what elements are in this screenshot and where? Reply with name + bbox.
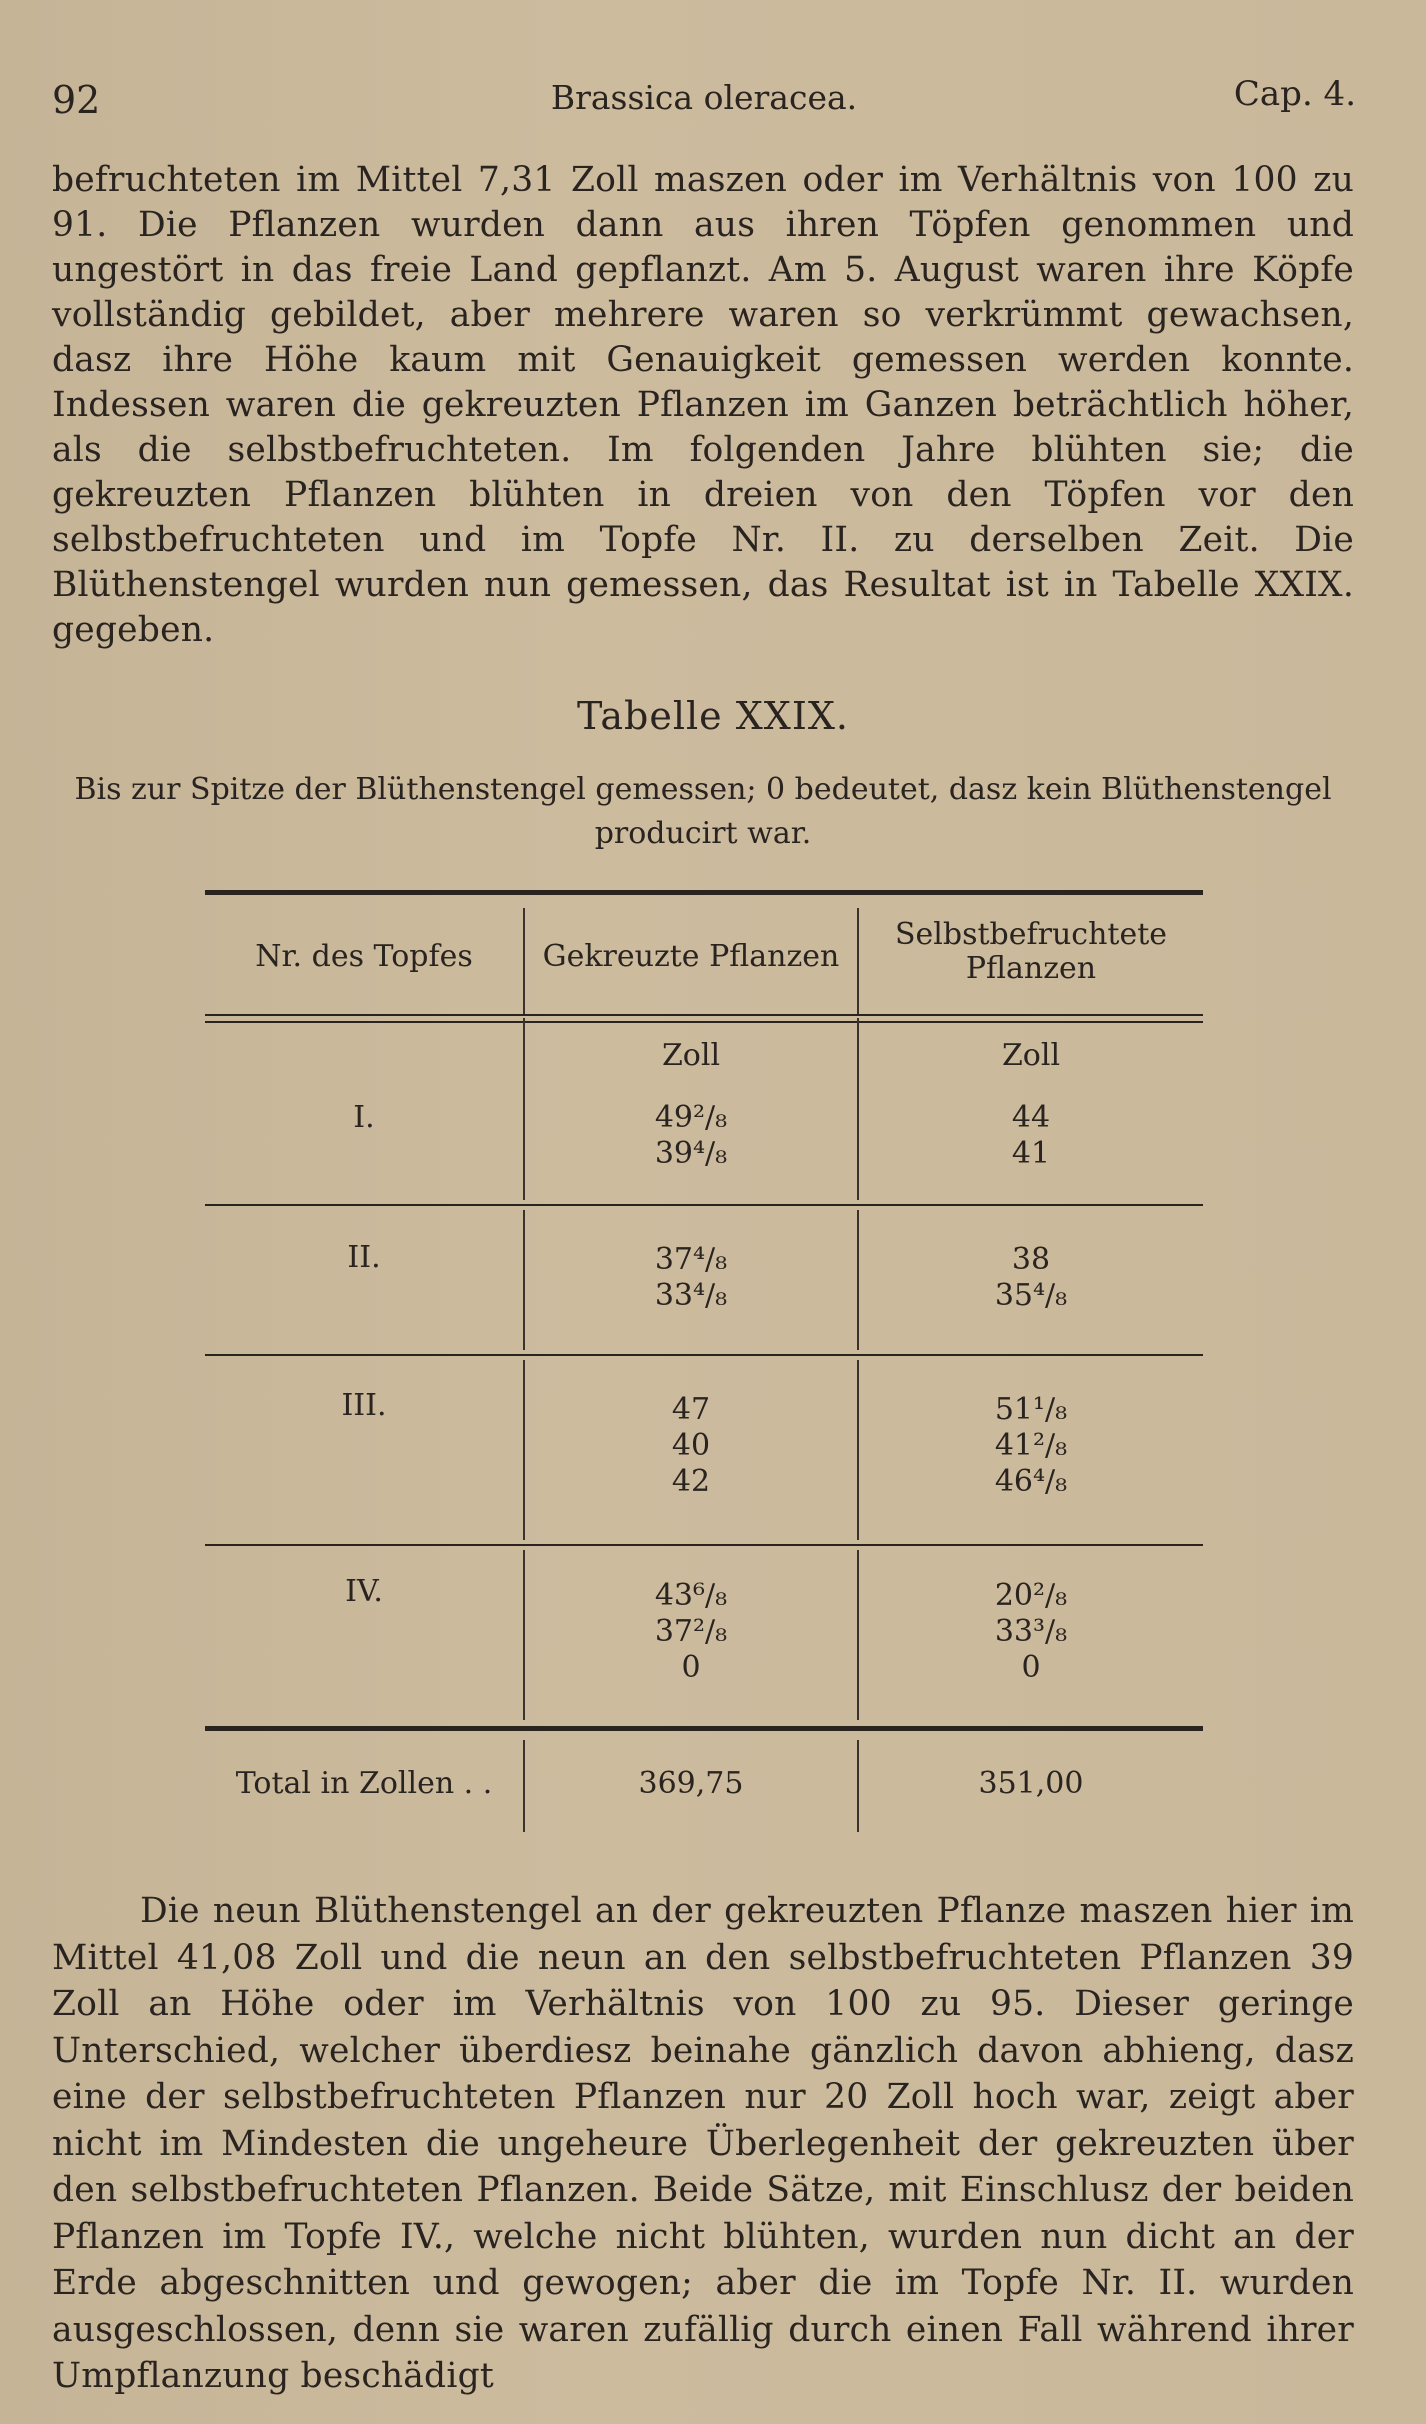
row-separator (205, 1204, 1203, 1206)
header-self-fertilised-plants: Selbstbefruchtete Pflanzen (894, 917, 1168, 986)
table-cell: 43⁶/₈ (654, 1578, 728, 1613)
table-cell: 37⁴/₈ (654, 1242, 728, 1277)
table-caption: Bis zur Spitze der Blüthenstengel gemessen; 0 bedeutet, dasz kein Blüthenstengel producirt war. (74, 772, 1332, 851)
table-cell: 37²/₈ (654, 1614, 728, 1649)
self-values (859, 1242, 1203, 1314)
total-self: 351,00 (978, 1766, 1084, 1801)
table-cell: 33³/₈ (994, 1614, 1068, 1649)
pot-label: I. (353, 1100, 375, 1135)
table-cell: 33⁴/₈ (654, 1278, 728, 1313)
table-cell: 46⁴/₈ (994, 1464, 1068, 1499)
self-values (859, 1392, 1203, 1500)
table-cell: 20²/₈ (994, 1578, 1068, 1613)
pot-label: II. (347, 1240, 381, 1275)
row-separator (205, 1544, 1203, 1546)
table-cell: 42 (671, 1464, 711, 1499)
data-table (205, 890, 1203, 1848)
table-title: Tabelle XXIX. (577, 694, 849, 738)
crossed-values (525, 1392, 857, 1500)
self-values (859, 1100, 1203, 1172)
table-cell: 0 (681, 1650, 701, 1685)
paragraph-result: Die neun Blüthenstengel an der gekreuzten Pflanze maszen hier im Mittel 41,08 Zoll und die neun an den selbstbefruchteten Pflanzen 39 Zoll an Höhe oder im Verhältnis von 100 zu 95. Dieser geringe Unterschied, welcher überdiesz beinahe gänzlich davon abhieng, dasz eine der selbstbefruchteten Pflanzen nur 20 Zoll hoch war, zeigt aber nicht im Mindesten die ungeheure Überlegenheit der gekreuzten über den selbstbefruchteten Pflanzen. Beide Sätze, mit Einschlusz der beiden Pflanzen im Topfe IV., welche nicht blühten, wurden nun dicht an der Erde abgeschnitten und gewogen; aber die im Topfe Nr. II. wurden ausgeschlossen, denn sie waren zufällig durch einen Fall während ihrer Umpflanzung beschädigt (52, 1891, 1354, 2396)
crossed-values (525, 1242, 857, 1314)
table-cell: 39⁴/₈ (654, 1136, 728, 1171)
table-cell: 41²/₈ (994, 1428, 1068, 1463)
unit-crossed: Zoll (661, 1038, 721, 1073)
table-cell: 0 (1021, 1650, 1041, 1685)
row-separator (205, 1354, 1203, 1356)
running-head (52, 74, 1356, 128)
header-crossed-plants: Gekreuzte Pflanzen (542, 939, 840, 974)
crossed-values (525, 1578, 857, 1686)
table-cell: 51¹/₈ (994, 1392, 1068, 1427)
unit-self: Zoll (1001, 1038, 1061, 1073)
paragraph-intro: befruchteten im Mittel 7,31 Zoll maszen oder im Verhältnis von 100 zu 91. Die Pflanzen wurden dann aus ihren Töpfen genommen und ungestört in das freie Land gepflanzt. Am 5. August waren ihre Köpfe vollständig gebildet, aber mehrere waren so verkrümmt gewachsen, dasz ihre Höhe kaum mit Genauigkeit gemessen werden konnte. Indessen waren die gekreuzten Pflanzen im Ganzen beträchtlich höher, als die selbstbefruchteten. Im folgenden Jahre blühten sie; die gekreuzten Pflanzen blühten in dreien von den Töpfen vor den selbstbefruchteten und im Topfe Nr. II. zu derselben Zeit. Die Blüthenstengel wurden nun gemessen, das Resultat ist in Tabelle XXIX. gegeben. (52, 160, 1354, 650)
header-double-rule (205, 1014, 1203, 1016)
total-rule (205, 1726, 1203, 1731)
table-top-rule (205, 890, 1203, 895)
running-title: Brassica oleracea. (550, 78, 858, 117)
table-cell: 49²/₈ (654, 1100, 728, 1135)
header-pot-number: Nr. des Topfes (255, 939, 473, 974)
header-double-rule (205, 1021, 1203, 1023)
page-number: 92 (52, 78, 101, 122)
chapter-reference: Cap. 4. (1233, 74, 1356, 114)
total-crossed: 369,75 (638, 1766, 744, 1801)
table-cell: 38 (1011, 1242, 1051, 1277)
table-cell: 41 (1011, 1136, 1051, 1171)
crossed-values (525, 1100, 857, 1172)
table-cell: 35⁴/₈ (994, 1278, 1068, 1313)
table-cell: 40 (671, 1428, 711, 1463)
table-cell: 47 (671, 1392, 711, 1427)
table-cell: 44 (1011, 1100, 1051, 1135)
pot-label: III. (341, 1388, 387, 1423)
self-values (859, 1578, 1203, 1686)
total-label: Total in Zollen . . (235, 1766, 493, 1801)
pot-label: IV. (345, 1574, 383, 1609)
